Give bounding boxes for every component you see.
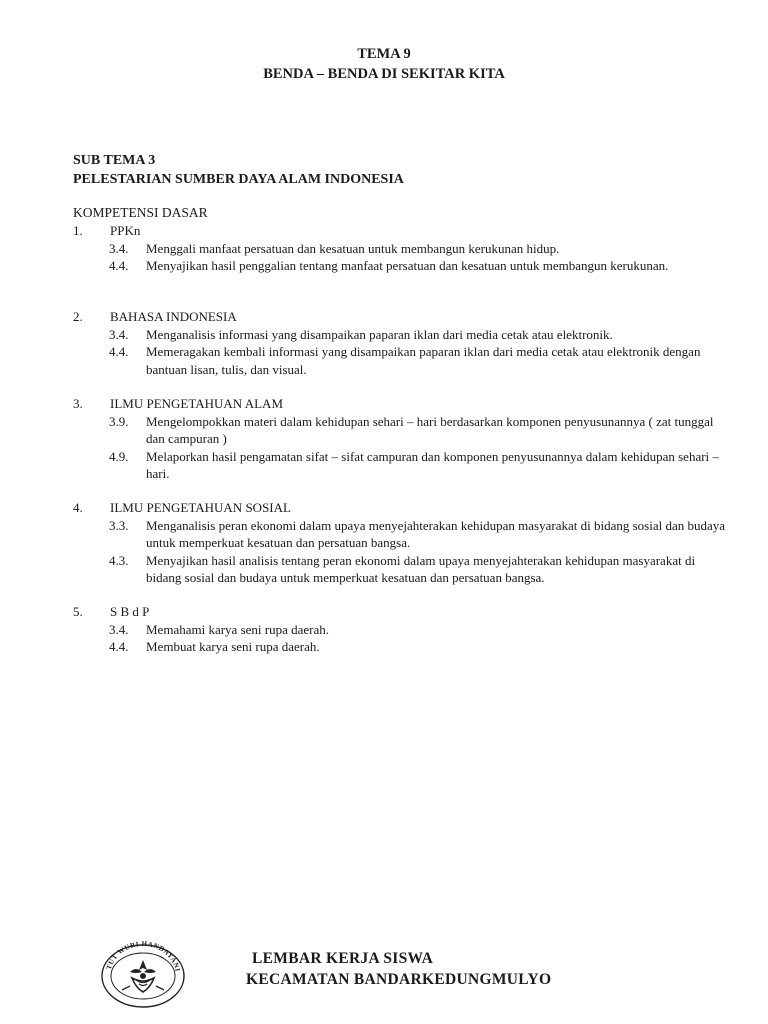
- subtema-title: PELESTARIAN SUMBER DAYA ALAM INDONESIA: [73, 172, 404, 187]
- section-ipa: [73, 395, 733, 483]
- section-sbdp: [73, 603, 733, 656]
- section-heading: [73, 603, 733, 621]
- competency-item: [73, 448, 733, 483]
- subtema-label: SUB TEMA 3: [73, 153, 156, 168]
- competency-text: Menganalisis peran ekonomi dalam upaya menyejahterakan kehidupan masyarakat di bidang sosial dan budaya untuk memperkuat kesatuan dan persatuan bangsa.: [146, 517, 726, 550]
- competency-item: [73, 326, 733, 344]
- competency-item: [73, 621, 733, 639]
- section-heading: [73, 222, 733, 240]
- competency-code: 3.4.: [109, 326, 129, 342]
- competency-text: Memahami karya seni rupa daerah.: [146, 621, 330, 637]
- section-heading: [73, 308, 733, 326]
- competency-text: Melaporkan hasil pengamatan sifat – sifat campuran dan komponen penyusunannya dalam kehidupan sehari – hari.: [146, 448, 719, 481]
- competency-code: 4.3.: [109, 552, 129, 568]
- document-title: [0, 44, 768, 84]
- tema-title: BENDA – BENDA DI SEKITAR KITA: [263, 66, 505, 82]
- footer-line-2: KECAMATAN BANDARKEDUNGMULYO: [246, 971, 552, 988]
- section-heading: [73, 499, 733, 517]
- competency-text: Membuat karya seni rupa daerah.: [146, 639, 320, 654]
- competency-text: Memeragakan kembali informasi yang disampaikan paparan iklan dari media cetak atau elektronik dengan bantuan lisan, tulis, dan visual.: [146, 344, 701, 377]
- section-name: BAHASA INDONESIA: [110, 309, 237, 324]
- section-bahasa-indonesia: [73, 308, 733, 378]
- competency-code: 3.3.: [109, 517, 129, 533]
- page-footer: [100, 938, 740, 1008]
- subtema-heading: [73, 151, 404, 189]
- section-heading: [73, 395, 733, 413]
- competency-text: Menggali manfaat persatuan dan kesatuan untuk membangun kerukunan hidup.: [146, 240, 560, 256]
- competency-code: 4.4.: [109, 344, 129, 359]
- footer-line-1: LEMBAR KERJA SISWA: [252, 950, 434, 967]
- competency-text: Menganalisis informasi yang disampaikan paparan iklan dari media cetak atau elektronik.: [146, 326, 613, 342]
- section-ppkn: [73, 222, 733, 275]
- competency-item: [73, 413, 733, 448]
- competency-item: [73, 257, 733, 275]
- competency-text: Mengelompokkan materi dalam kehidupan sehari – hari berdasarkan komponen penyusunannya ( zat tunggal dan campuran ): [146, 413, 714, 446]
- competency-code: 3.9.: [109, 413, 129, 429]
- section-number: 1.: [73, 223, 83, 238]
- section-ips: [73, 499, 733, 587]
- section-name: ILMU PENGETAHUAN ALAM: [110, 396, 284, 411]
- section-name: S B d P: [110, 604, 150, 619]
- section-number: 3.: [73, 396, 83, 411]
- svg-text:TUT WURI HANDAYANI: TUT WURI HANDAYANI: [104, 939, 182, 973]
- competency-item: [73, 552, 733, 587]
- footer-title: [100, 948, 740, 990]
- competency-text: Menyajikan hasil analisis tentang peran ekonomi dalam upaya menyejahterakan kehidupan masyarakat di bidang sosial dan budaya untuk memperkuat kesatuan dan persatuan bangsa.: [146, 552, 696, 585]
- competency-code: 3.4.: [109, 240, 129, 256]
- section-name: ILMU PENGETAHUAN SOSIAL: [110, 500, 291, 515]
- kompetensi-dasar-heading: KOMPETENSI DASAR: [73, 205, 208, 220]
- competency-item: [73, 517, 733, 552]
- section-number: 2.: [73, 309, 83, 324]
- competency-code: 4.9.: [109, 448, 129, 464]
- competency-text: Menyajikan hasil penggalian tentang manfaat persatuan dan kesatuan untuk membangun kerukunan.: [146, 258, 669, 273]
- section-number: 4.: [73, 500, 83, 515]
- competency-item: [73, 240, 733, 258]
- competency-item: [73, 343, 733, 378]
- competency-code: 4.4.: [109, 258, 129, 273]
- tema-label: TEMA 9: [357, 46, 411, 62]
- competency-code: 3.4.: [109, 621, 129, 637]
- section-number: 5.: [73, 604, 83, 619]
- section-name: PPKn: [110, 223, 141, 238]
- competency-item: [73, 638, 733, 656]
- competency-code: 4.4.: [109, 639, 129, 654]
